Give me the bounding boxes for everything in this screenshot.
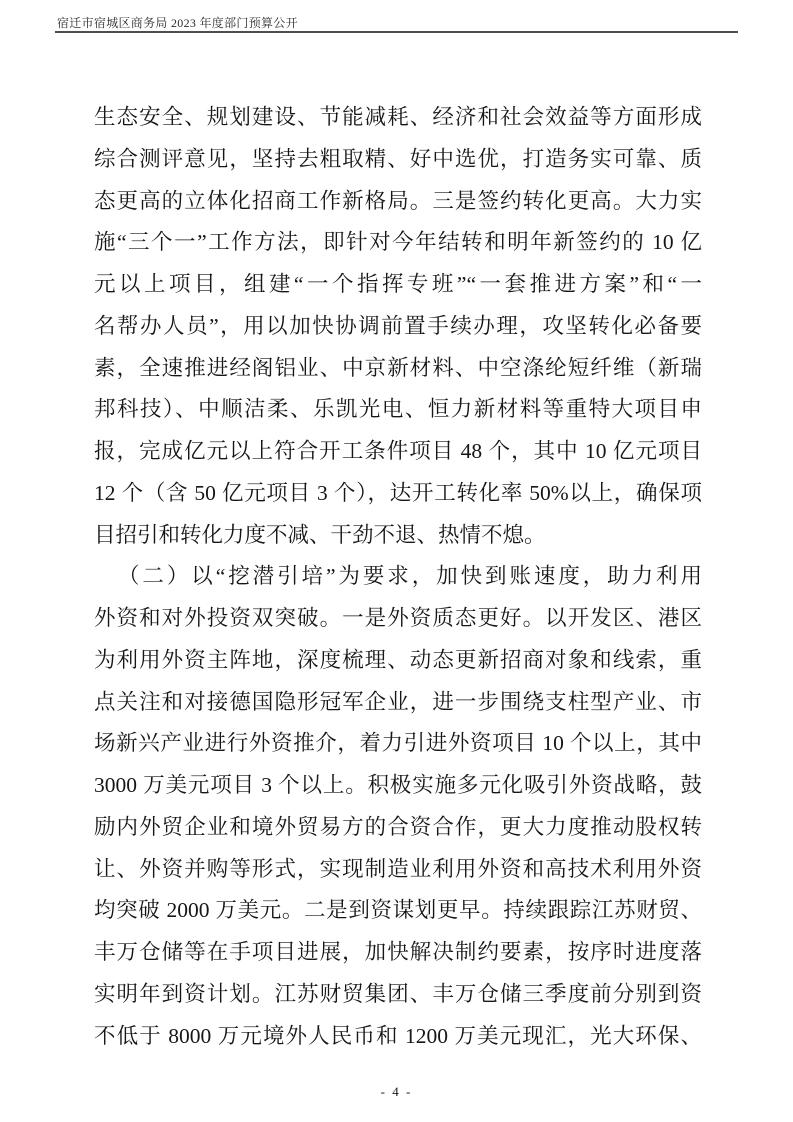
- text-line: 12 个（含 50 亿元项目 3 个），达开工转化率 50%以上，确保项: [94, 480, 702, 505]
- text-line: 让、外资并购等形式，实现制造业利用外资和高技术利用外资: [94, 856, 702, 881]
- text-line: 励内外贸企业和境外贸易方的合资合作，更大力度推动股权转: [94, 814, 702, 839]
- text-line: 丰万仓储等在手项目进展，加快解决制约要素，按序时进度落: [94, 940, 702, 964]
- text-line: 外资和对外投资双突破。一是外资质态更好。以开发区、港区: [94, 606, 702, 630]
- text-line: 邦科技）、中顺洁柔、乐凯光电、恒力新材料等重特大项目申: [94, 397, 702, 422]
- text-line: 为利用外资主阵地，深度梳理、动态更新招商对象和线索，重: [94, 647, 702, 672]
- text-line: 场新兴产业进行外资推介，着力引进外资项目 10 个以上，其中: [94, 731, 702, 756]
- text-line: 元以上项目，组建“一个指挥专班”“一套推进方案”和“一: [94, 272, 702, 296]
- document-body: [94, 97, 702, 1057]
- text-line: 素，全速推进经阁铝业、中京新材料、中空涤纶短纤维（新瑞: [94, 355, 702, 380]
- text-line: 名帮办人员”，用以加快协调前置手续办理，攻坚转化必备要: [94, 313, 702, 338]
- text-line: 施“三个一”工作方法，即针对今年结转和明年新签约的 10 亿: [94, 230, 702, 255]
- text-line: 态更高的立体化招商工作新格局。三是签约转化更高。大力实: [94, 188, 702, 213]
- header-rule: [55, 31, 738, 33]
- text-line: 生态安全、规划建设、节能减耗、经济和社会效益等方面形成: [94, 105, 702, 129]
- text-line: 不低于 8000 万元境外人民币和 1200 万美元现汇，光大环保、: [94, 1023, 702, 1048]
- text-line: 目招引和转化力度不减、干劲不退、热情不熄。: [94, 522, 546, 547]
- text-line: 3000 万美元项目 3 个以上。积极实施多元化吸引外资战略，鼓: [94, 773, 702, 797]
- text-line: （二）以“挖潜引培”为要求，加快到账速度，助力利用: [118, 564, 702, 589]
- text-line: 实明年到资计划。江苏财贸集团、丰万仓储三季度前分别到资: [94, 981, 702, 1006]
- text-line: 均突破 2000 万美元。二是到资谋划更早。持续跟踪江苏财贸、: [94, 898, 702, 923]
- page-number: - 4 -: [380, 1084, 413, 1099]
- text-line: 综合测评意见，坚持去粗取精、好中选优，打造务实可靠、质: [94, 146, 702, 171]
- page-header-title: 宿迁市宿城区商务局 2023 年度部门预算公开: [57, 16, 298, 30]
- text-line: 点关注和对接德国隐形冠军企业，进一步围绕支柱型产业、市: [94, 689, 702, 714]
- text-line: 报，完成亿元以上符合开工条件项目 48 个，其中 10 亿元项目: [94, 439, 702, 463]
